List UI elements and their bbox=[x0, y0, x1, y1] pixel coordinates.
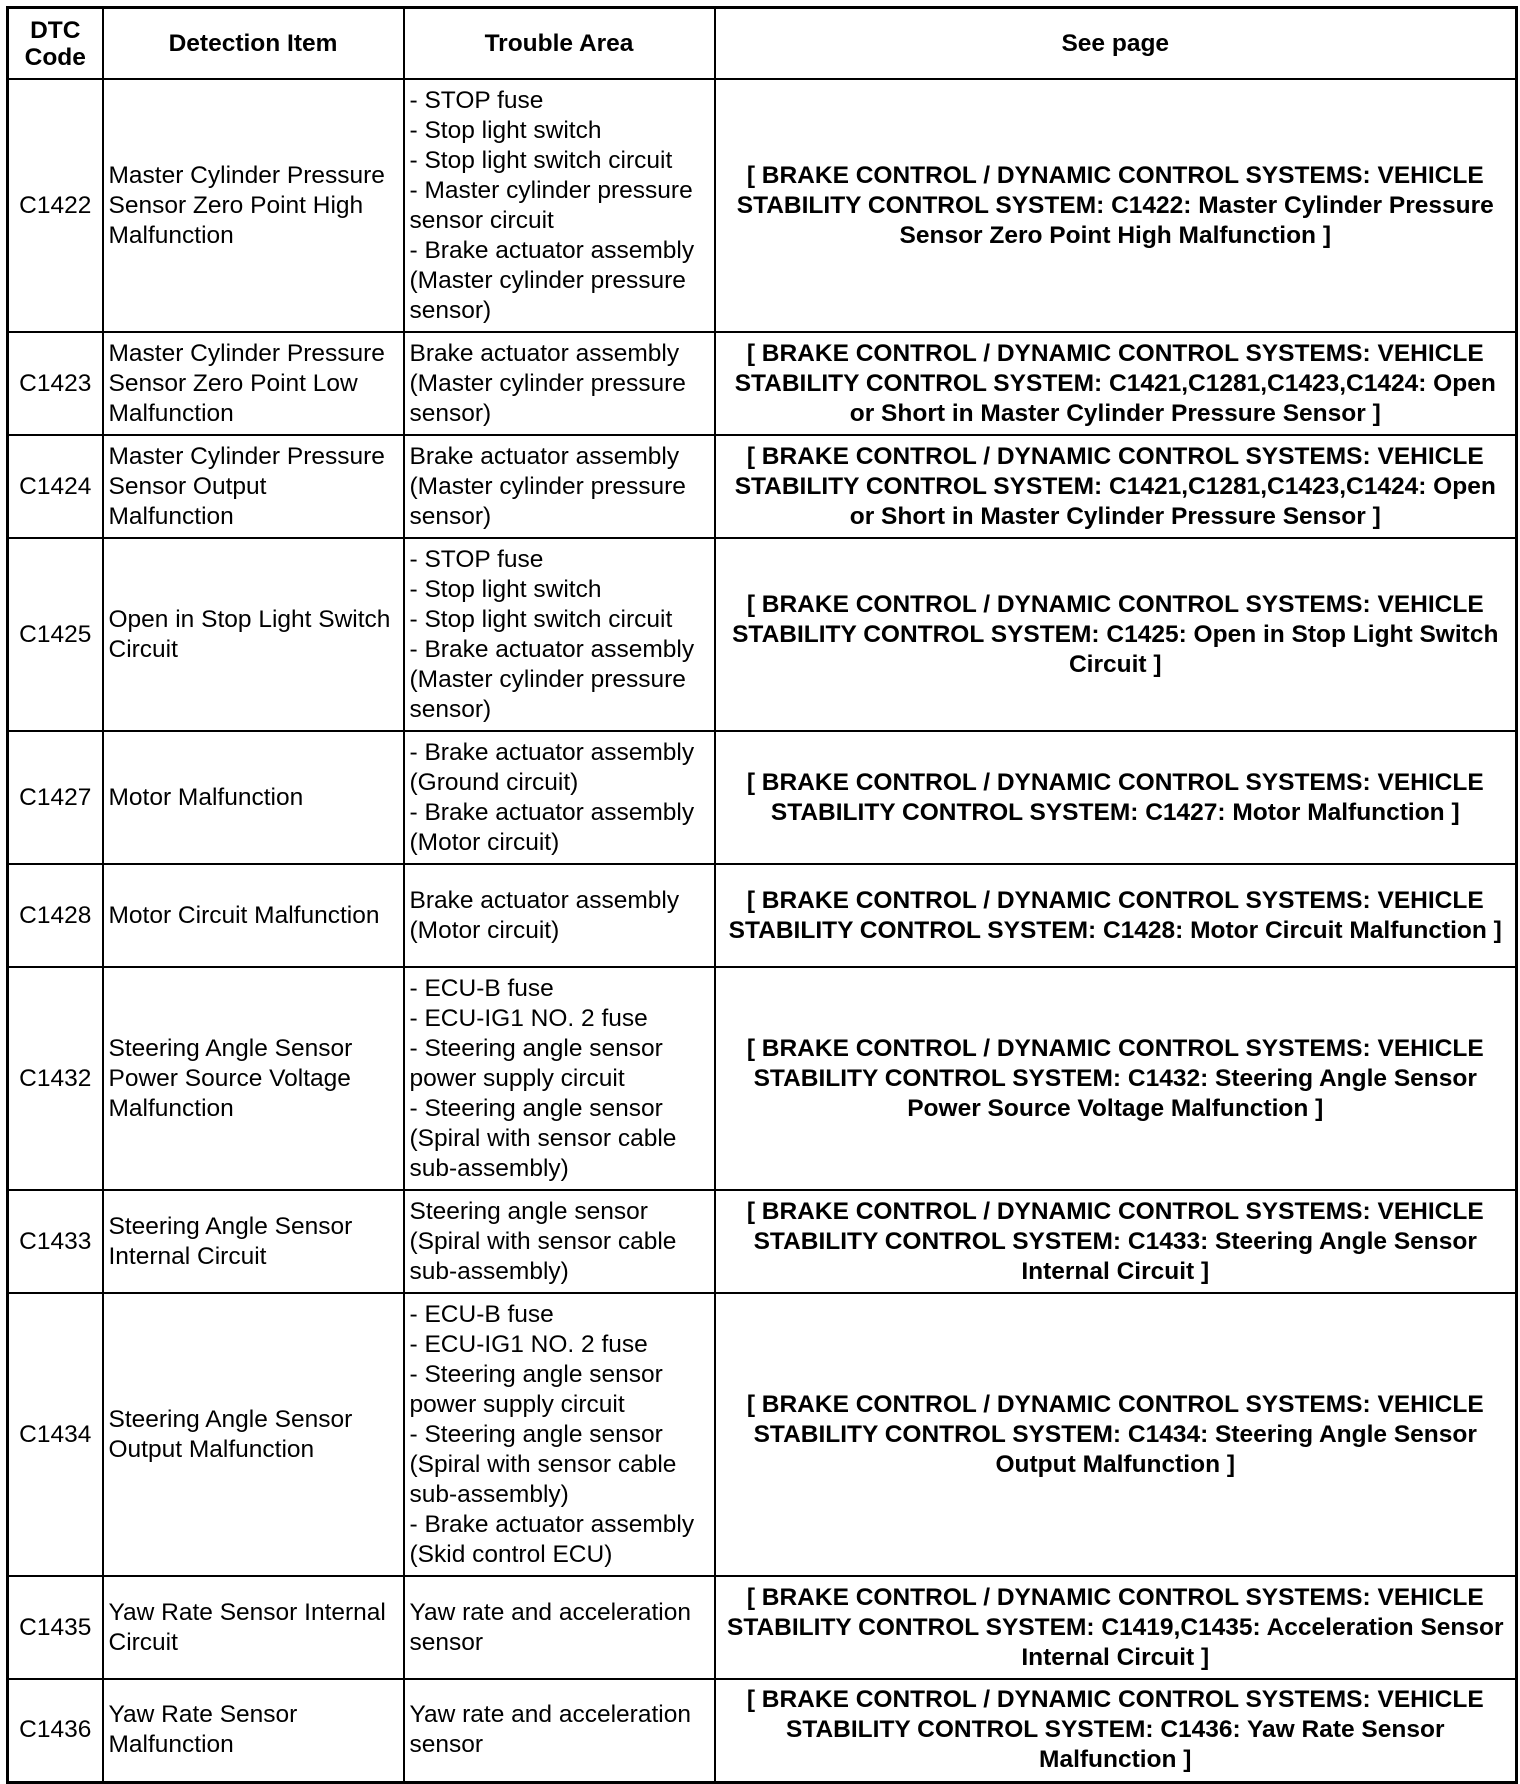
detection-item-cell: Master Cylinder Pressure Sensor Output Malfunction bbox=[103, 435, 404, 538]
table-row bbox=[8, 1190, 1517, 1293]
table-row bbox=[8, 967, 1517, 1190]
dtc-code-cell: C1434 bbox=[8, 1293, 103, 1576]
detection-item-cell: Steering Angle Sensor Output Malfunction bbox=[103, 1293, 404, 1576]
trouble-area-line: - Steering angle sensor power supply circuit bbox=[409, 1034, 663, 1092]
trouble-area-cell bbox=[404, 1679, 715, 1782]
trouble-area-line: Brake actuator assembly (Motor circuit) bbox=[409, 886, 680, 944]
trouble-area-cell bbox=[404, 1576, 715, 1679]
trouble-area-line: - Stop light switch bbox=[409, 116, 602, 144]
detection-item-cell: Yaw Rate Sensor Internal Circuit bbox=[103, 1576, 404, 1679]
trouble-area-cell bbox=[404, 864, 715, 967]
trouble-area-cell bbox=[404, 332, 715, 435]
see-page-link[interactable]: [ BRAKE CONTROL / DYNAMIC CONTROL SYSTEMS: VEHICLE STABILITY CONTROL SYSTEM: C1421,C1281,C1423,C1424: Open or Short in Master Cylinder Pressure Sensor ] bbox=[715, 435, 1517, 538]
table-row bbox=[8, 1293, 1517, 1576]
trouble-area-line: Brake actuator assembly (Master cylinder pressure sensor) bbox=[409, 442, 686, 530]
trouble-area-line: - ECU-IG1 NO. 2 fuse bbox=[409, 1004, 648, 1032]
trouble-area-line: - Brake actuator assembly (Master cylinder pressure sensor) bbox=[409, 635, 695, 723]
table-row bbox=[8, 332, 1517, 435]
header-dtc-code: DTC Code bbox=[8, 8, 103, 80]
detection-item-cell: Steering Angle Sensor Internal Circuit bbox=[103, 1190, 404, 1293]
table-row bbox=[8, 1576, 1517, 1679]
table-row bbox=[8, 731, 1517, 864]
dtc-code-cell: C1422 bbox=[8, 79, 103, 332]
table-row bbox=[8, 79, 1517, 332]
detection-item-cell: Motor Malfunction bbox=[103, 731, 404, 864]
trouble-area-line: - ECU-IG1 NO. 2 fuse bbox=[409, 1330, 648, 1358]
detection-item-cell: Master Cylinder Pressure Sensor Zero Point Low Malfunction bbox=[103, 332, 404, 435]
see-page-link[interactable]: [ BRAKE CONTROL / DYNAMIC CONTROL SYSTEMS: VEHICLE STABILITY CONTROL SYSTEM: C1432: Steering Angle Sensor Power Source Voltage Malfunction ] bbox=[715, 967, 1517, 1190]
detection-item-cell: Open in Stop Light Switch Circuit bbox=[103, 538, 404, 731]
header-row bbox=[8, 8, 1517, 80]
trouble-area-line: - ECU-B fuse bbox=[409, 974, 554, 1002]
see-page-link[interactable]: [ BRAKE CONTROL / DYNAMIC CONTROL SYSTEMS: VEHICLE STABILITY CONTROL SYSTEM: C1422: Master Cylinder Pressure Sensor Zero Point High Malfunction ] bbox=[715, 79, 1517, 332]
trouble-area-line: - Brake actuator assembly (Master cylinder pressure sensor) bbox=[409, 236, 695, 324]
trouble-area-line: - STOP fuse bbox=[409, 545, 544, 573]
trouble-area-cell bbox=[404, 1190, 715, 1293]
trouble-area-line: Yaw rate and acceleration sensor bbox=[409, 1701, 691, 1759]
trouble-area-line: - Steering angle sensor power supply circuit bbox=[409, 1360, 663, 1418]
trouble-area-cell bbox=[404, 435, 715, 538]
table-header bbox=[8, 8, 1517, 80]
trouble-area-line: - Brake actuator assembly (Ground circuit) bbox=[409, 738, 695, 796]
dtc-code-cell: C1423 bbox=[8, 332, 103, 435]
dtc-table bbox=[6, 6, 1518, 1784]
trouble-area-line: - Brake actuator assembly (Motor circuit) bbox=[409, 798, 695, 856]
see-page-link[interactable]: [ BRAKE CONTROL / DYNAMIC CONTROL SYSTEMS: VEHICLE STABILITY CONTROL SYSTEM: C1425: Open in Stop Light Switch Circuit ] bbox=[715, 538, 1517, 731]
trouble-area-line: - Steering angle sensor (Spiral with sensor cable sub-assembly) bbox=[409, 1420, 677, 1508]
see-page-link[interactable]: [ BRAKE CONTROL / DYNAMIC CONTROL SYSTEMS: VEHICLE STABILITY CONTROL SYSTEM: C1428: Motor Circuit Malfunction ] bbox=[715, 864, 1517, 967]
trouble-area-line: - Brake actuator assembly (Skid control ECU) bbox=[409, 1510, 695, 1568]
see-page-link[interactable]: [ BRAKE CONTROL / DYNAMIC CONTROL SYSTEMS: VEHICLE STABILITY CONTROL SYSTEM: C1421,C1281,C1423,C1424: Open or Short in Master Cylinder Pressure Sensor ] bbox=[715, 332, 1517, 435]
detection-item-cell: Yaw Rate Sensor Malfunction bbox=[103, 1679, 404, 1782]
trouble-area-cell bbox=[404, 79, 715, 332]
header-detection-item: Detection Item bbox=[103, 8, 404, 80]
dtc-code-cell: C1432 bbox=[8, 967, 103, 1190]
header-see-page: See page bbox=[715, 8, 1517, 80]
dtc-code-cell: C1433 bbox=[8, 1190, 103, 1293]
trouble-area-line: Brake actuator assembly (Master cylinder pressure sensor) bbox=[409, 339, 686, 427]
dtc-code-cell: C1424 bbox=[8, 435, 103, 538]
table-row bbox=[8, 1679, 1517, 1782]
trouble-area-cell bbox=[404, 967, 715, 1190]
trouble-area-line: - Stop light switch circuit bbox=[409, 605, 673, 633]
table-row bbox=[8, 864, 1517, 967]
dtc-code-cell: C1435 bbox=[8, 1576, 103, 1679]
dtc-code-cell: C1425 bbox=[8, 538, 103, 731]
table-row bbox=[8, 538, 1517, 731]
see-page-link[interactable]: [ BRAKE CONTROL / DYNAMIC CONTROL SYSTEMS: VEHICLE STABILITY CONTROL SYSTEM: C1427: Motor Malfunction ] bbox=[715, 731, 1517, 864]
trouble-area-line: - Stop light switch bbox=[409, 575, 602, 603]
detection-item-cell: Motor Circuit Malfunction bbox=[103, 864, 404, 967]
see-page-link[interactable]: [ BRAKE CONTROL / DYNAMIC CONTROL SYSTEMS: VEHICLE STABILITY CONTROL SYSTEM: C1419,C1435: Acceleration Sensor Internal Circuit ] bbox=[715, 1576, 1517, 1679]
dtc-code-cell: C1436 bbox=[8, 1679, 103, 1782]
trouble-area-cell bbox=[404, 1293, 715, 1576]
table-body bbox=[8, 79, 1517, 1782]
trouble-area-line: - STOP fuse bbox=[409, 86, 544, 114]
detection-item-cell: Master Cylinder Pressure Sensor Zero Point High Malfunction bbox=[103, 79, 404, 332]
trouble-area-line: - Steering angle sensor (Spiral with sensor cable sub-assembly) bbox=[409, 1094, 677, 1182]
see-page-link[interactable]: [ BRAKE CONTROL / DYNAMIC CONTROL SYSTEMS: VEHICLE STABILITY CONTROL SYSTEM: C1434: Steering Angle Sensor Output Malfunction ] bbox=[715, 1293, 1517, 1576]
trouble-area-cell bbox=[404, 731, 715, 864]
header-trouble-area: Trouble Area bbox=[404, 8, 715, 80]
dtc-code-cell: C1427 bbox=[8, 731, 103, 864]
document-page bbox=[6, 6, 1518, 1784]
detection-item-cell: Steering Angle Sensor Power Source Voltage Malfunction bbox=[103, 967, 404, 1190]
trouble-area-line: Steering angle sensor (Spiral with sensor cable sub-assembly) bbox=[409, 1197, 677, 1285]
trouble-area-line: Yaw rate and acceleration sensor bbox=[409, 1598, 691, 1656]
table-row bbox=[8, 435, 1517, 538]
trouble-area-line: - ECU-B fuse bbox=[409, 1300, 554, 1328]
dtc-code-cell: C1428 bbox=[8, 864, 103, 967]
see-page-link[interactable]: [ BRAKE CONTROL / DYNAMIC CONTROL SYSTEMS: VEHICLE STABILITY CONTROL SYSTEM: C1433: Steering Angle Sensor Internal Circuit ] bbox=[715, 1190, 1517, 1293]
trouble-area-cell bbox=[404, 538, 715, 731]
see-page-link[interactable]: [ BRAKE CONTROL / DYNAMIC CONTROL SYSTEMS: VEHICLE STABILITY CONTROL SYSTEM: C1436: Yaw Rate Sensor Malfunction ] bbox=[715, 1679, 1517, 1782]
trouble-area-line: - Stop light switch circuit bbox=[409, 146, 673, 174]
trouble-area-line: - Master cylinder pressure sensor circuit bbox=[409, 176, 693, 234]
